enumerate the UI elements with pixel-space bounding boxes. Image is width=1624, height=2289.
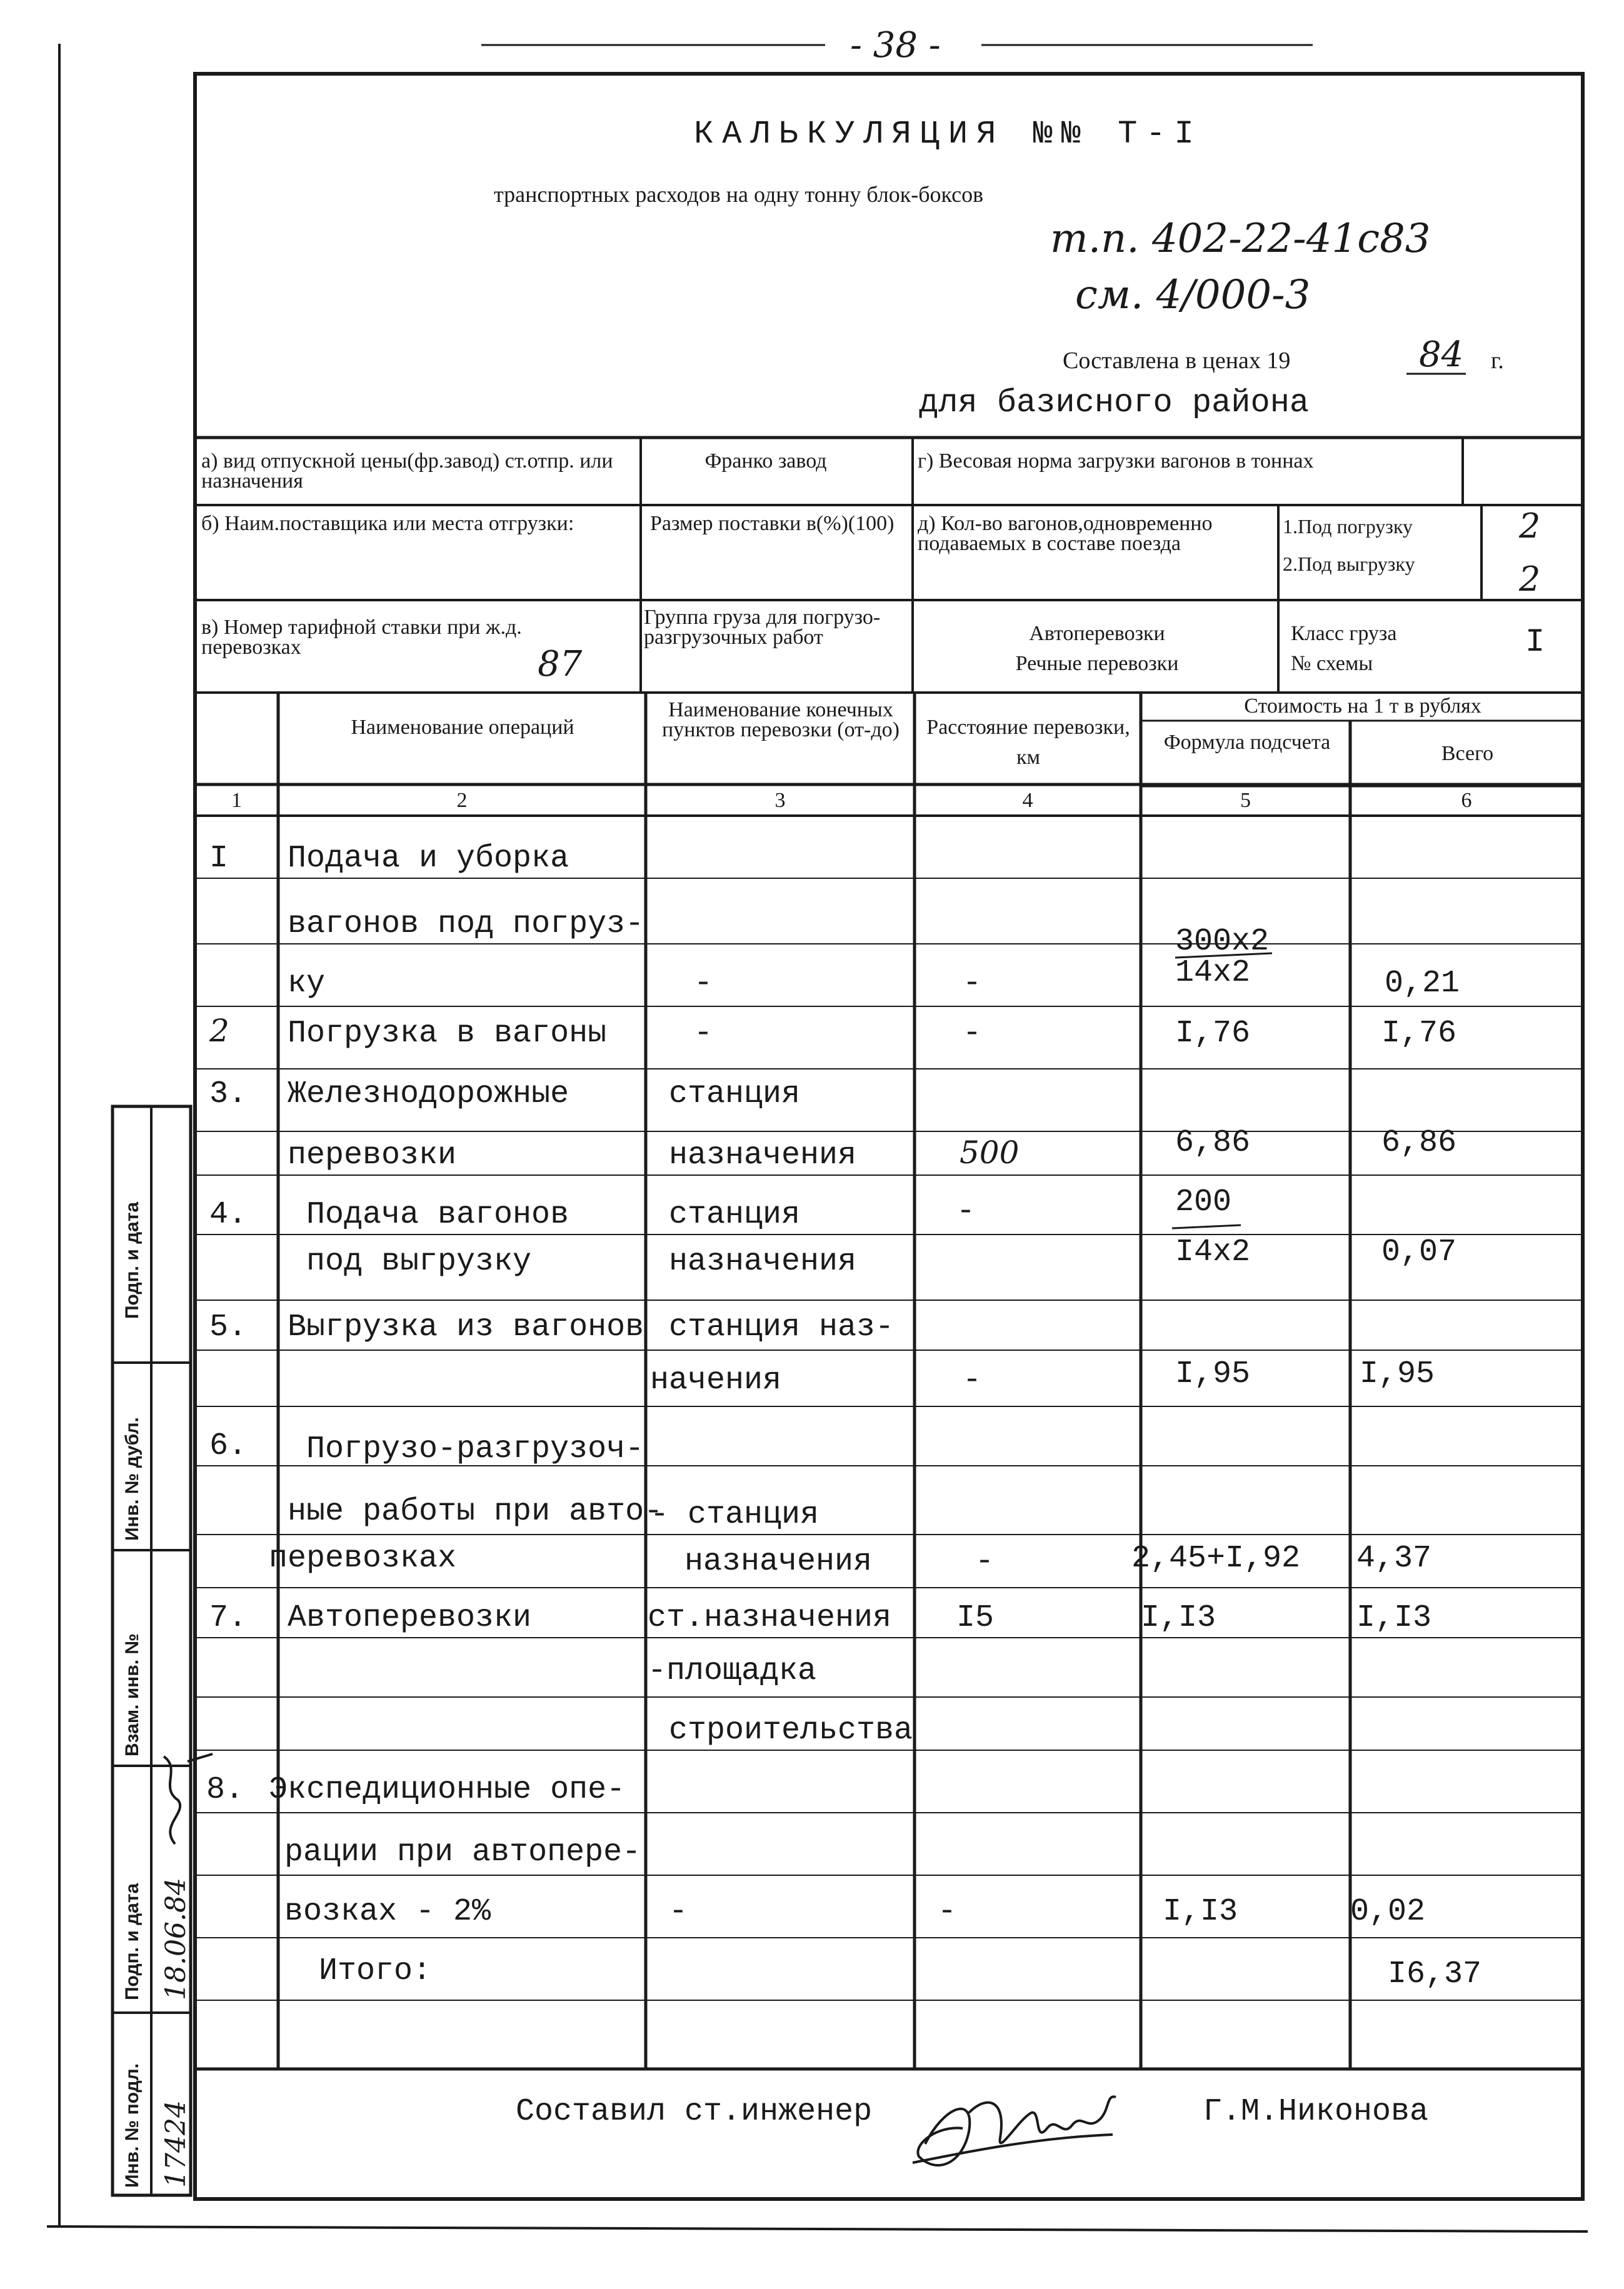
side-label-inv-dup: Инв. № дубл. [122,1417,143,1541]
document-title: КАЛЬКУЛЯЦИЯ №№ Т-I [694,116,1203,153]
row-5-name: Выгрузка из вагонов [288,1310,644,1345]
handwritten-tp-number: т.п. 402-22-41с83 [1050,216,1431,262]
row-1-name-line-1: Подача и уборка [288,841,569,876]
page-number: - 38 - [850,25,941,66]
info-v-value: 87 [538,644,583,684]
row-1-points: - [694,966,713,1001]
col-header-name: Наименование операций [351,716,574,739]
row-6-total: 4,37 [1356,1541,1432,1576]
row-8-number: 8. [206,1772,244,1808]
row-7-number: 7. [209,1600,248,1636]
row-6-points-line-2: назначения [684,1544,873,1580]
row-7-name: Автоперевозки [288,1600,532,1636]
row-4-name-line-1: Подача вагонов [306,1197,569,1233]
info-group-label: Группа груза для погрузо-разгрузочных работ [644,606,881,649]
col-header-distance: Расстояние перевозки, км [926,716,1130,769]
row-1-formula-numerator: 300х2 [1175,924,1270,959]
col-number-6: 6 [1461,789,1472,812]
row-7-formula: I,I3 [1141,1600,1216,1636]
row-8-name-line-2: рации при автопере- [284,1835,641,1870]
composer-name: Г.М.Никонова [1203,2094,1429,2130]
row-6-name-line-3: перевозках [269,1541,457,1576]
row-1-distance: - [963,966,982,1001]
col-number-1: 1 [231,789,242,812]
info-d-sub1: 1.Под погрузку [1283,515,1413,538]
row-6-distance: - [975,1544,995,1580]
col-number-3: 3 [774,789,786,812]
row-6-points-line-1: - станция [650,1497,820,1533]
side-label-inv-orig: Инв. № подл. [122,2063,143,2188]
info-g-label: г) Весовая норма загрузки вагонов в тоннах [918,449,1314,473]
info-river-label: Речные перевозки [1015,652,1179,675]
row-6-name-line-2: ные работы при авто- [288,1494,663,1530]
row-2-number: 2 [209,1013,229,1049]
base-region: для базисного района [919,384,1310,421]
side-label-sign-date-1: Подп. и дата [122,1201,143,1319]
info-d-value-2: 2 [1519,559,1541,599]
col-header-formula: Формула подсчета [1163,731,1331,754]
info-v-label: в) Номер тарифной ставки при ж.д. перевозках [201,616,522,659]
col-number-2: 2 [456,789,468,812]
row-3-points-line-2: назначения [669,1138,857,1173]
row-4-total: 0,07 [1381,1235,1457,1270]
row-5-number: 5. [209,1310,248,1345]
row-7-total: I,I3 [1356,1600,1432,1636]
row-4-distance: - [956,1194,976,1230]
info-auto-label: Автоперевозки [1029,622,1165,645]
side-label-replace-inv: Взам. инв. № [122,1633,143,1756]
row-8-name-line-3: возках - 2% [284,1894,491,1930]
col-header-points: Наименование конечных пунктов перевозки (от-до) [662,698,900,741]
info-d-sub2: 2.Под выгрузку [1283,553,1415,575]
total-value: I6,37 [1388,1956,1482,1992]
info-scheme-label: № схемы [1291,652,1373,675]
row-3-distance: 500 [960,1134,1020,1171]
row-1-number: I [209,841,229,876]
row-3-name-line-2: перевозки [288,1138,457,1173]
row-6-formula: 2,45+I,92 [1131,1541,1301,1576]
row-3-total: 6,86 [1381,1125,1457,1161]
row-5-points-line-2: начения [650,1363,782,1398]
row-1-name-line-2: вагонов под погруз- [288,906,644,942]
row-4-name-line-2: под выгрузку [306,1244,532,1280]
row-2-total: I,76 [1381,1016,1457,1051]
row-2-distance: - [963,1016,982,1051]
document-subtitle: транспортных расходов на одну тонну блок-боксов [494,182,984,207]
row-7-points-line-3: строительства [669,1713,913,1748]
total-label: Итого: [319,1953,432,1989]
row-7-points-line-1: ст.назначения [648,1600,892,1636]
row-5-points-line-1: станция наз- [669,1310,895,1345]
row-1-name-line-3: ку [288,966,326,1001]
row-5-distance: - [963,1363,982,1398]
row-5-total: I,95 [1360,1356,1435,1392]
row-4-number: 4. [209,1197,248,1233]
info-class-value: I [1525,624,1545,661]
info-d-value-1: 2 [1519,506,1541,546]
row-8-distance: - [938,1894,957,1930]
row-6-name-line-1: Погрузо-разгрузоч- [306,1431,644,1467]
row-3-points-line-1: станция [669,1076,801,1112]
row-2-name: Погрузка в вагоны [288,1016,607,1051]
info-d-label: д) Кол-во вагонов,одновременно подаваемых в составе поезда [918,512,1213,555]
composed-by-label: Составил ст.инженер [516,2094,873,2130]
side-label-sign-date-2: Подп. и дата [122,1883,143,2000]
side-handwritten-date: 18.06.84 [160,1878,192,2000]
row-2-formula: I,76 [1175,1016,1251,1051]
row-8-formula: I,I3 [1163,1894,1238,1930]
row-4-formula-denominator: I4х2 [1175,1235,1251,1270]
side-handwritten-inv-number: 17424 [160,2100,192,2188]
row-8-total: 0,02 [1350,1894,1426,1930]
row-6-number: 6. [209,1428,248,1464]
info-b-size: Размер поставки в(%)(100) [650,512,895,535]
row-1-total: 0,21 [1385,966,1460,1001]
row-5-formula: I,95 [1175,1356,1251,1392]
info-a-label: а) вид отпускной цены(фр.завод) ст.отпр. или назначения [201,449,613,493]
col-header-total: Всего [1441,742,1494,765]
prices-year: 84 [1419,334,1464,375]
row-8-name-line-1: Экспедиционные опе- [269,1772,626,1808]
row-7-points-line-2: -площадка [648,1653,817,1689]
info-class-label: Класс груза [1291,622,1397,645]
row-4-points-line-2: назначения [669,1244,857,1280]
row-1-formula-denominator: 14х2 [1175,955,1251,991]
prices-prefix: Составлена в ценах 19 [1063,348,1291,374]
row-2-points: - [694,1016,713,1051]
row-7-distance: I5 [956,1600,995,1636]
handwritten-sm-number: см. 4/000-3 [1075,272,1311,318]
row-8-points: - [669,1894,688,1930]
col-header-cost: Стоимость на 1 т в рублях [1244,694,1481,718]
row-3-name-line-1: Железнодорожные [288,1076,569,1112]
row-4-points-line-1: станция [669,1197,801,1233]
info-a-value: Франко завод [704,449,827,473]
row-4-formula-numerator: 200 [1175,1185,1232,1220]
info-b-label: б) Наим.поставщика или места отгрузки: [201,512,574,535]
signature-image [900,2069,1138,2188]
prices-suffix: г. [1491,348,1504,374]
row-3-formula: 6,86 [1175,1125,1251,1161]
row-3-number: 3. [209,1076,248,1112]
col-number-4: 4 [1022,789,1033,812]
col-number-5: 5 [1240,789,1251,812]
